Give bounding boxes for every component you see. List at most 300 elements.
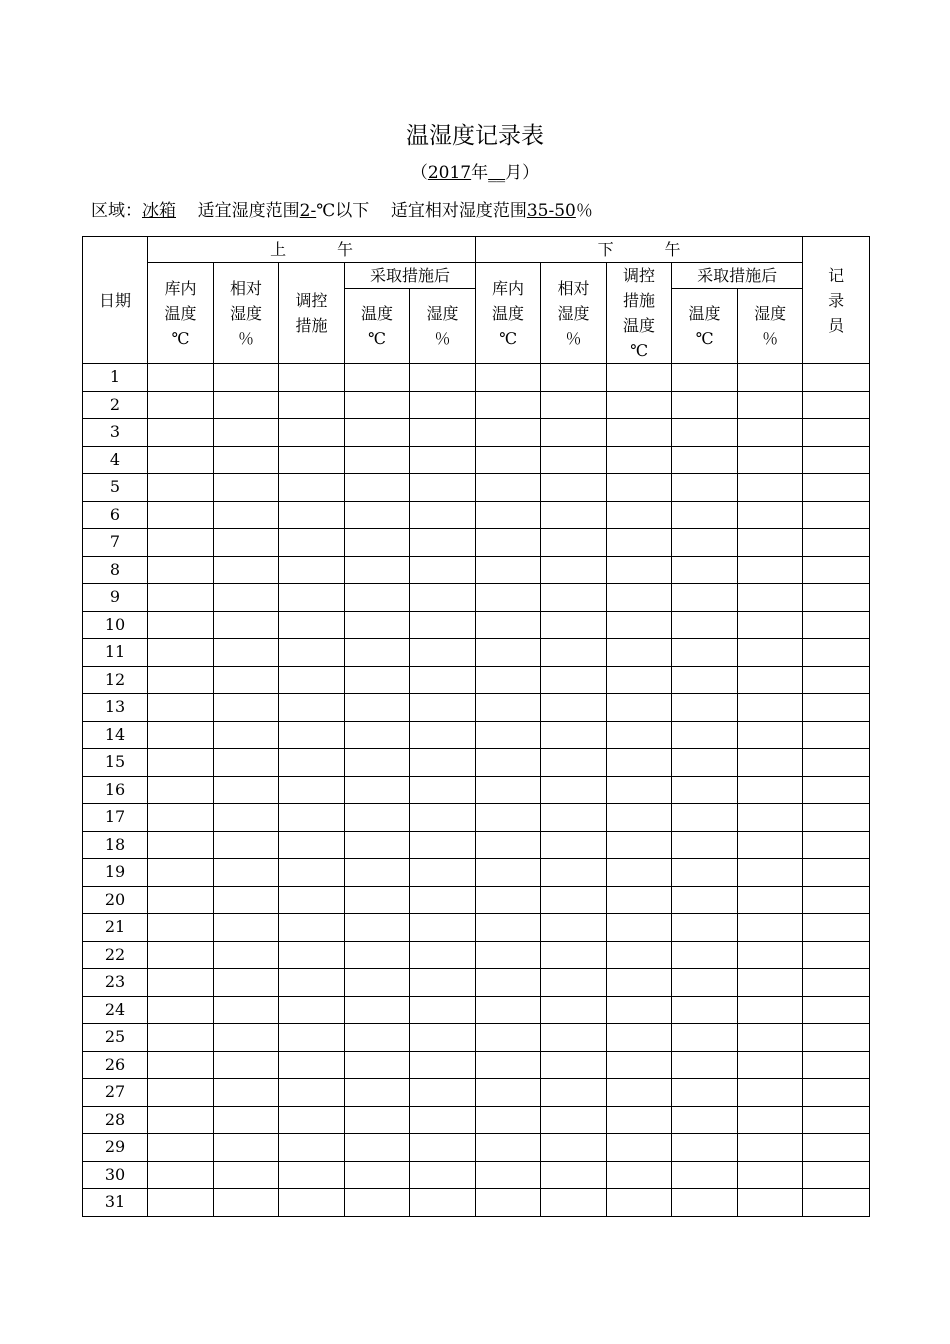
entry-cell[interactable] (345, 474, 410, 502)
entry-cell[interactable] (476, 1189, 541, 1217)
entry-cell[interactable] (410, 1024, 476, 1052)
entry-cell[interactable] (476, 721, 541, 749)
entry-cell[interactable] (541, 1161, 607, 1189)
temp-range-value[interactable]: 2- (299, 201, 317, 221)
entry-cell[interactable] (738, 639, 803, 667)
entry-cell[interactable] (738, 776, 803, 804)
entry-cell[interactable] (410, 969, 476, 997)
entry-cell[interactable] (672, 804, 738, 832)
entry-cell[interactable] (803, 721, 870, 749)
entry-cell[interactable] (214, 1079, 279, 1107)
entry-cell[interactable] (214, 859, 279, 887)
entry-cell[interactable] (476, 666, 541, 694)
entry-cell[interactable] (345, 859, 410, 887)
entry-cell[interactable] (410, 666, 476, 694)
entry-cell[interactable] (345, 776, 410, 804)
entry-cell[interactable] (345, 419, 410, 447)
entry-cell[interactable] (803, 1024, 870, 1052)
entry-cell[interactable] (803, 914, 870, 942)
entry-cell[interactable] (279, 1024, 345, 1052)
entry-cell[interactable] (803, 1079, 870, 1107)
entry-cell[interactable] (148, 501, 214, 529)
entry-cell[interactable] (738, 1024, 803, 1052)
entry-cell[interactable] (672, 996, 738, 1024)
entry-cell[interactable] (476, 1161, 541, 1189)
entry-cell[interactable] (607, 721, 672, 749)
entry-cell[interactable] (672, 529, 738, 557)
entry-cell[interactable] (672, 1161, 738, 1189)
entry-cell[interactable] (803, 1161, 870, 1189)
entry-cell[interactable] (672, 749, 738, 777)
entry-cell[interactable] (214, 694, 279, 722)
entry-cell[interactable] (410, 831, 476, 859)
entry-cell[interactable] (607, 914, 672, 942)
entry-cell[interactable] (148, 1134, 214, 1162)
entry-cell[interactable] (214, 1189, 279, 1217)
entry-cell[interactable] (672, 886, 738, 914)
entry-cell[interactable] (476, 556, 541, 584)
entry-cell[interactable] (279, 639, 345, 667)
entry-cell[interactable] (345, 584, 410, 612)
entry-cell[interactable] (672, 474, 738, 502)
entry-cell[interactable] (803, 584, 870, 612)
entry-cell[interactable] (345, 1106, 410, 1134)
entry-cell[interactable] (607, 611, 672, 639)
entry-cell[interactable] (803, 1106, 870, 1134)
entry-cell[interactable] (410, 419, 476, 447)
entry-cell[interactable] (148, 831, 214, 859)
entry-cell[interactable] (607, 1134, 672, 1162)
entry-cell[interactable] (541, 804, 607, 832)
entry-cell[interactable] (410, 1134, 476, 1162)
entry-cell[interactable] (541, 364, 607, 392)
entry-cell[interactable] (476, 611, 541, 639)
entry-cell[interactable] (410, 886, 476, 914)
entry-cell[interactable] (541, 1189, 607, 1217)
entry-cell[interactable] (148, 639, 214, 667)
entry-cell[interactable] (738, 941, 803, 969)
entry-cell[interactable] (214, 611, 279, 639)
entry-cell[interactable] (148, 391, 214, 419)
entry-cell[interactable] (279, 941, 345, 969)
entry-cell[interactable] (410, 804, 476, 832)
entry-cell[interactable] (541, 996, 607, 1024)
entry-cell[interactable] (148, 1189, 214, 1217)
entry-cell[interactable] (738, 859, 803, 887)
entry-cell[interactable] (345, 1161, 410, 1189)
entry-cell[interactable] (803, 639, 870, 667)
entry-cell[interactable] (345, 969, 410, 997)
entry-cell[interactable] (410, 914, 476, 942)
entry-cell[interactable] (476, 474, 541, 502)
entry-cell[interactable] (148, 529, 214, 557)
entry-cell[interactable] (279, 666, 345, 694)
entry-cell[interactable] (345, 1024, 410, 1052)
entry-cell[interactable] (214, 364, 279, 392)
entry-cell[interactable] (214, 446, 279, 474)
area-value[interactable]: 冰箱 (142, 201, 176, 221)
entry-cell[interactable] (410, 611, 476, 639)
entry-cell[interactable] (279, 1106, 345, 1134)
entry-cell[interactable] (541, 941, 607, 969)
entry-cell[interactable] (672, 859, 738, 887)
entry-cell[interactable] (148, 776, 214, 804)
entry-cell[interactable] (476, 749, 541, 777)
entry-cell[interactable] (279, 804, 345, 832)
entry-cell[interactable] (148, 804, 214, 832)
entry-cell[interactable] (410, 1106, 476, 1134)
entry-cell[interactable] (607, 556, 672, 584)
entry-cell[interactable] (803, 391, 870, 419)
entry-cell[interactable] (148, 1161, 214, 1189)
entry-cell[interactable] (279, 584, 345, 612)
entry-cell[interactable] (214, 1106, 279, 1134)
entry-cell[interactable] (541, 391, 607, 419)
entry-cell[interactable] (541, 639, 607, 667)
entry-cell[interactable] (214, 914, 279, 942)
entry-cell[interactable] (738, 721, 803, 749)
entry-cell[interactable] (672, 556, 738, 584)
entry-cell[interactable] (148, 996, 214, 1024)
entry-cell[interactable] (738, 694, 803, 722)
entry-cell[interactable] (345, 501, 410, 529)
entry-cell[interactable] (345, 996, 410, 1024)
entry-cell[interactable] (345, 914, 410, 942)
entry-cell[interactable] (279, 749, 345, 777)
entry-cell[interactable] (148, 446, 214, 474)
entry-cell[interactable] (345, 749, 410, 777)
entry-cell[interactable] (738, 446, 803, 474)
entry-cell[interactable] (410, 1161, 476, 1189)
entry-cell[interactable] (345, 1189, 410, 1217)
entry-cell[interactable] (803, 694, 870, 722)
entry-cell[interactable] (672, 1106, 738, 1134)
entry-cell[interactable] (803, 556, 870, 584)
entry-cell[interactable] (279, 1079, 345, 1107)
entry-cell[interactable] (672, 584, 738, 612)
entry-cell[interactable] (279, 611, 345, 639)
entry-cell[interactable] (672, 914, 738, 942)
entry-cell[interactable] (214, 886, 279, 914)
entry-cell[interactable] (279, 969, 345, 997)
entry-cell[interactable] (541, 721, 607, 749)
entry-cell[interactable] (738, 1051, 803, 1079)
entry-cell[interactable] (279, 996, 345, 1024)
entry-cell[interactable] (279, 1051, 345, 1079)
entry-cell[interactable] (410, 529, 476, 557)
entry-cell[interactable] (607, 501, 672, 529)
entry-cell[interactable] (607, 1024, 672, 1052)
entry-cell[interactable] (607, 584, 672, 612)
entry-cell[interactable] (410, 749, 476, 777)
entry-cell[interactable] (803, 364, 870, 392)
entry-cell[interactable] (541, 886, 607, 914)
entry-cell[interactable] (738, 1189, 803, 1217)
entry-cell[interactable] (607, 419, 672, 447)
entry-cell[interactable] (476, 419, 541, 447)
entry-cell[interactable] (148, 914, 214, 942)
entry-cell[interactable] (607, 859, 672, 887)
entry-cell[interactable] (738, 391, 803, 419)
entry-cell[interactable] (214, 969, 279, 997)
entry-cell[interactable] (672, 419, 738, 447)
entry-cell[interactable] (214, 556, 279, 584)
entry-cell[interactable] (738, 804, 803, 832)
entry-cell[interactable] (476, 776, 541, 804)
entry-cell[interactable] (345, 446, 410, 474)
entry-cell[interactable] (541, 611, 607, 639)
entry-cell[interactable] (476, 1051, 541, 1079)
entry-cell[interactable] (672, 1051, 738, 1079)
entry-cell[interactable] (410, 776, 476, 804)
entry-cell[interactable] (214, 419, 279, 447)
entry-cell[interactable] (410, 721, 476, 749)
entry-cell[interactable] (214, 996, 279, 1024)
entry-cell[interactable] (672, 391, 738, 419)
entry-cell[interactable] (541, 474, 607, 502)
entry-cell[interactable] (738, 364, 803, 392)
entry-cell[interactable] (738, 996, 803, 1024)
entry-cell[interactable] (803, 749, 870, 777)
entry-cell[interactable] (214, 941, 279, 969)
entry-cell[interactable] (476, 831, 541, 859)
entry-cell[interactable] (476, 996, 541, 1024)
entry-cell[interactable] (214, 666, 279, 694)
entry-cell[interactable] (148, 941, 214, 969)
entry-cell[interactable] (148, 1079, 214, 1107)
entry-cell[interactable] (476, 969, 541, 997)
entry-cell[interactable] (214, 501, 279, 529)
entry-cell[interactable] (345, 391, 410, 419)
entry-cell[interactable] (541, 584, 607, 612)
entry-cell[interactable] (672, 666, 738, 694)
entry-cell[interactable] (738, 419, 803, 447)
entry-cell[interactable] (279, 364, 345, 392)
entry-cell[interactable] (148, 611, 214, 639)
entry-cell[interactable] (279, 446, 345, 474)
entry-cell[interactable] (345, 1134, 410, 1162)
entry-cell[interactable] (345, 886, 410, 914)
entry-cell[interactable] (803, 996, 870, 1024)
entry-cell[interactable] (214, 529, 279, 557)
entry-cell[interactable] (541, 529, 607, 557)
entry-cell[interactable] (541, 831, 607, 859)
entry-cell[interactable] (803, 474, 870, 502)
entry-cell[interactable] (476, 391, 541, 419)
entry-cell[interactable] (541, 501, 607, 529)
entry-cell[interactable] (607, 666, 672, 694)
entry-cell[interactable] (148, 969, 214, 997)
entry-cell[interactable] (476, 584, 541, 612)
entry-cell[interactable] (476, 941, 541, 969)
entry-cell[interactable] (803, 886, 870, 914)
entry-cell[interactable] (476, 1134, 541, 1162)
entry-cell[interactable] (738, 969, 803, 997)
entry-cell[interactable] (345, 529, 410, 557)
entry-cell[interactable] (345, 941, 410, 969)
entry-cell[interactable] (607, 1106, 672, 1134)
entry-cell[interactable] (541, 859, 607, 887)
entry-cell[interactable] (476, 694, 541, 722)
entry-cell[interactable] (607, 831, 672, 859)
subtitle-month-blank[interactable]: __ (488, 163, 506, 183)
entry-cell[interactable] (410, 391, 476, 419)
entry-cell[interactable] (410, 584, 476, 612)
entry-cell[interactable] (476, 859, 541, 887)
entry-cell[interactable] (607, 941, 672, 969)
entry-cell[interactable] (345, 611, 410, 639)
entry-cell[interactable] (279, 886, 345, 914)
entry-cell[interactable] (345, 831, 410, 859)
entry-cell[interactable] (803, 941, 870, 969)
entry-cell[interactable] (279, 556, 345, 584)
entry-cell[interactable] (214, 391, 279, 419)
entry-cell[interactable] (476, 446, 541, 474)
entry-cell[interactable] (738, 749, 803, 777)
entry-cell[interactable] (410, 694, 476, 722)
entry-cell[interactable] (476, 914, 541, 942)
entry-cell[interactable] (279, 1134, 345, 1162)
entry-cell[interactable] (738, 501, 803, 529)
entry-cell[interactable] (672, 969, 738, 997)
entry-cell[interactable] (738, 474, 803, 502)
entry-cell[interactable] (476, 501, 541, 529)
entry-cell[interactable] (541, 419, 607, 447)
entry-cell[interactable] (476, 804, 541, 832)
entry-cell[interactable] (738, 529, 803, 557)
entry-cell[interactable] (672, 1134, 738, 1162)
entry-cell[interactable] (214, 1051, 279, 1079)
entry-cell[interactable] (803, 1189, 870, 1217)
entry-cell[interactable] (541, 666, 607, 694)
entry-cell[interactable] (607, 886, 672, 914)
entry-cell[interactable] (279, 721, 345, 749)
entry-cell[interactable] (345, 556, 410, 584)
entry-cell[interactable] (214, 639, 279, 667)
entry-cell[interactable] (607, 1189, 672, 1217)
entry-cell[interactable] (148, 666, 214, 694)
entry-cell[interactable] (803, 501, 870, 529)
entry-cell[interactable] (148, 886, 214, 914)
entry-cell[interactable] (607, 969, 672, 997)
entry-cell[interactable] (738, 914, 803, 942)
entry-cell[interactable] (410, 501, 476, 529)
entry-cell[interactable] (345, 666, 410, 694)
entry-cell[interactable] (214, 831, 279, 859)
subtitle-year[interactable]: 2017 (427, 163, 472, 183)
entry-cell[interactable] (541, 694, 607, 722)
entry-cell[interactable] (672, 501, 738, 529)
entry-cell[interactable] (738, 1079, 803, 1107)
entry-cell[interactable] (214, 1134, 279, 1162)
entry-cell[interactable] (803, 1134, 870, 1162)
entry-cell[interactable] (279, 859, 345, 887)
entry-cell[interactable] (476, 529, 541, 557)
entry-cell[interactable] (148, 859, 214, 887)
entry-cell[interactable] (345, 1051, 410, 1079)
entry-cell[interactable] (541, 969, 607, 997)
entry-cell[interactable] (607, 776, 672, 804)
entry-cell[interactable] (541, 914, 607, 942)
entry-cell[interactable] (738, 611, 803, 639)
entry-cell[interactable] (410, 556, 476, 584)
entry-cell[interactable] (541, 749, 607, 777)
entry-cell[interactable] (607, 1079, 672, 1107)
entry-cell[interactable] (279, 694, 345, 722)
entry-cell[interactable] (803, 859, 870, 887)
humidity-range-value[interactable]: 35-50 (526, 201, 576, 221)
entry-cell[interactable] (607, 364, 672, 392)
entry-cell[interactable] (803, 1051, 870, 1079)
entry-cell[interactable] (476, 639, 541, 667)
entry-cell[interactable] (672, 721, 738, 749)
entry-cell[interactable] (672, 639, 738, 667)
entry-cell[interactable] (279, 501, 345, 529)
entry-cell[interactable] (738, 831, 803, 859)
entry-cell[interactable] (607, 694, 672, 722)
entry-cell[interactable] (410, 1051, 476, 1079)
entry-cell[interactable] (738, 666, 803, 694)
entry-cell[interactable] (214, 804, 279, 832)
entry-cell[interactable] (148, 556, 214, 584)
entry-cell[interactable] (148, 1051, 214, 1079)
entry-cell[interactable] (803, 446, 870, 474)
entry-cell[interactable] (803, 831, 870, 859)
entry-cell[interactable] (738, 556, 803, 584)
entry-cell[interactable] (410, 474, 476, 502)
entry-cell[interactable] (345, 1079, 410, 1107)
entry-cell[interactable] (148, 364, 214, 392)
entry-cell[interactable] (738, 584, 803, 612)
entry-cell[interactable] (672, 1024, 738, 1052)
entry-cell[interactable] (476, 886, 541, 914)
entry-cell[interactable] (476, 1079, 541, 1107)
entry-cell[interactable] (541, 1134, 607, 1162)
entry-cell[interactable] (672, 1189, 738, 1217)
entry-cell[interactable] (607, 446, 672, 474)
entry-cell[interactable] (738, 1134, 803, 1162)
entry-cell[interactable] (738, 1161, 803, 1189)
entry-cell[interactable] (279, 419, 345, 447)
entry-cell[interactable] (148, 1024, 214, 1052)
entry-cell[interactable] (214, 749, 279, 777)
entry-cell[interactable] (541, 776, 607, 804)
entry-cell[interactable] (803, 529, 870, 557)
entry-cell[interactable] (279, 776, 345, 804)
entry-cell[interactable] (738, 1106, 803, 1134)
entry-cell[interactable] (214, 1024, 279, 1052)
entry-cell[interactable] (148, 419, 214, 447)
entry-cell[interactable] (672, 831, 738, 859)
entry-cell[interactable] (345, 639, 410, 667)
entry-cell[interactable] (541, 1024, 607, 1052)
entry-cell[interactable] (345, 721, 410, 749)
entry-cell[interactable] (672, 364, 738, 392)
entry-cell[interactable] (410, 996, 476, 1024)
entry-cell[interactable] (148, 474, 214, 502)
entry-cell[interactable] (803, 611, 870, 639)
entry-cell[interactable] (148, 749, 214, 777)
entry-cell[interactable] (803, 419, 870, 447)
entry-cell[interactable] (672, 446, 738, 474)
entry-cell[interactable] (279, 474, 345, 502)
entry-cell[interactable] (279, 914, 345, 942)
entry-cell[interactable] (410, 859, 476, 887)
entry-cell[interactable] (607, 391, 672, 419)
entry-cell[interactable] (672, 776, 738, 804)
entry-cell[interactable] (476, 1106, 541, 1134)
entry-cell[interactable] (607, 804, 672, 832)
